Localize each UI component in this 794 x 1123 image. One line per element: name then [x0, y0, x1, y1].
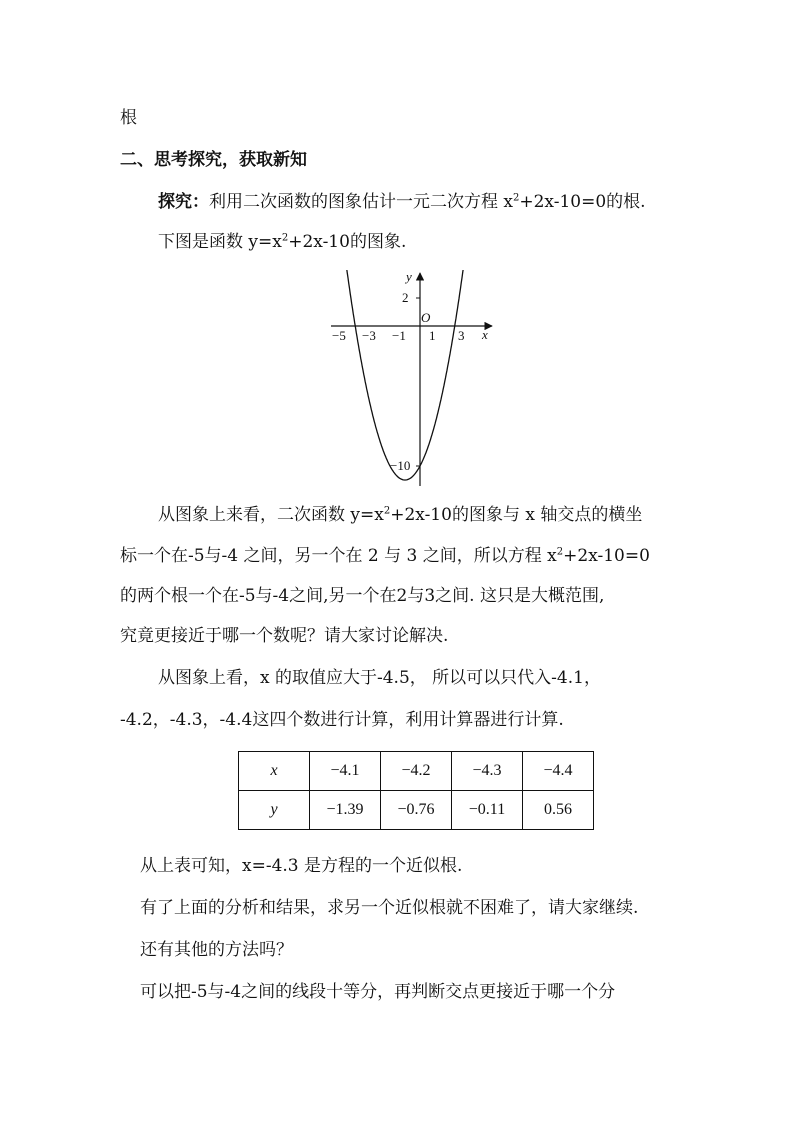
x-tick-label-neg5: −5	[332, 328, 346, 343]
graph-caption-b: +2x-10的图象.	[288, 232, 407, 252]
section-heading: 二、思考探究，获取新知	[120, 150, 307, 170]
explore-line	[158, 190, 646, 214]
x-axis-label: x	[482, 327, 488, 342]
para1-line3: 的两个根一个在-5与-4之间,另一个在2与3之间. 这只是大概范围,	[120, 586, 605, 606]
origin-label: O	[421, 310, 431, 325]
y-value: −0.76	[381, 791, 452, 830]
explore-text-a: 利用二次函数的图象估计一元二次方程 x	[209, 192, 513, 212]
graph-caption-a: 下图是函数 y=x	[158, 232, 282, 252]
x-value: −4.3	[452, 752, 523, 791]
superscript: 2	[281, 232, 289, 244]
followup-3: 可以把-5与-4之间的线段十等分，再判断交点更接近于哪一个分	[140, 982, 616, 1002]
y-tick-label-2: 2	[402, 290, 409, 305]
x-tick-label-neg3: −3	[362, 328, 376, 343]
x-value: −4.2	[381, 752, 452, 791]
x-tick-label-neg1: −1	[392, 328, 406, 343]
superscript: 2	[513, 192, 520, 204]
para1-line4: 究竟更接近于哪一个数呢？请大家讨论解决.	[120, 626, 449, 646]
parabola-graph	[328, 270, 503, 490]
superscript: 2	[556, 546, 564, 558]
para2-line1: 从图象上看，x 的取值应大于-4.5， 所以可以只代入-4.1，	[158, 668, 601, 688]
y-value: 0.56	[523, 791, 594, 830]
para1-line1	[158, 503, 642, 527]
x-value: −4.4	[523, 752, 594, 791]
y-value: −1.39	[310, 791, 381, 830]
para1-l2-b: +2x-10=0	[563, 546, 650, 566]
para1-l1-a: 从图象上来看，二次函数 y=x	[158, 505, 384, 525]
followup-2: 还有其他的方法吗？	[140, 940, 293, 960]
para1-line2	[120, 544, 650, 568]
superscript: 2	[383, 505, 391, 517]
para1-l1-b: +2x-10的图象与 x 轴交点的横坐	[390, 505, 643, 525]
x-tick-label-3: 3	[458, 328, 465, 343]
para2-line2: -4.2，-4.3，-4.4这四个数进行计算，利用计算器进行计算.	[120, 710, 564, 730]
conclusion: 从上表可知，x=-4.3 是方程的一个近似根.	[140, 856, 463, 876]
table-row	[239, 791, 594, 830]
x-value: −4.1	[310, 752, 381, 791]
explore-label: 探究：	[158, 192, 209, 212]
y-tick-label-neg10: −10	[390, 458, 411, 473]
top-word: 根	[120, 108, 137, 128]
x-tick-label-1: 1	[429, 328, 436, 343]
value-table	[238, 751, 594, 830]
para1-l2-a: 标一个在-5与-4 之间，另一个在 2 与 3 之间，所以方程 x	[120, 546, 557, 566]
explore-text-b: +2x-10=0的根.	[519, 192, 646, 212]
followup-1: 有了上面的分析和结果，求另一个近似根就不困难了，请大家继续.	[140, 898, 639, 918]
row-y-label: y	[239, 791, 310, 830]
graph-caption	[158, 230, 406, 254]
y-axis-label: y	[406, 270, 412, 284]
y-value: −0.11	[452, 791, 523, 830]
row-x-label: x	[239, 752, 310, 791]
table-row	[239, 752, 594, 791]
